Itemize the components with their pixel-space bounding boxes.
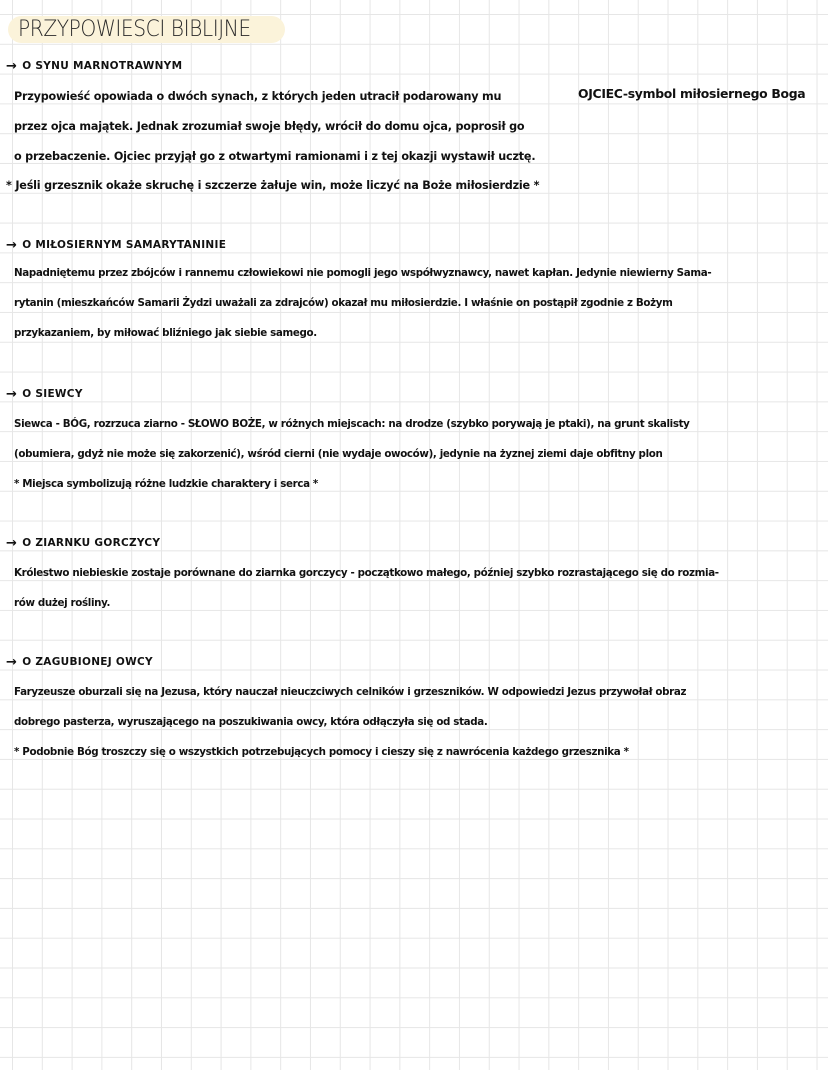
section-heading-text: O SYNU MARNOTRAWNYM (22, 60, 183, 72)
text-line: o przebaczenie. Ojciec przyjął go z otwartymi ramionami i z tej okazji wystawił ucztę. (14, 149, 536, 163)
section-heading-text: O MIŁOSIERNYM SAMARYTANINIE (22, 239, 227, 251)
section-heading (6, 653, 820, 671)
text-line: Królestwo niebieskie zostaje porównane do ziarnka gorczycy - początkowo małego, później szybko rozrastającego się do rozmia- (14, 567, 719, 579)
section-mustard-seed (6, 534, 820, 619)
section-body (14, 410, 820, 499)
section-heading-text: O SIEWCY (22, 388, 83, 400)
text-line: * Miejsca symbolizują różne ludzkie charaktery i serca * (14, 477, 318, 490)
side-note: OJCIEC-symbol miłosiernego Boga (578, 86, 806, 101)
section-body (14, 259, 820, 348)
arrow-icon: → (6, 237, 18, 253)
arrow-icon: → (6, 58, 18, 74)
arrow-icon: → (6, 535, 18, 551)
text-line: dobrego pasterza, wyruszającego na poszukiwania owcy, która odłączyła się od stada. (14, 715, 488, 728)
text-line: Siewca - BÓG, rozrzuca ziarno - SŁOWO BOŻE, w różnych miejscach: na drodze (szybko porywają je ptaki), na grunt skalisty (14, 418, 690, 430)
text-line: Przypowieść opowiada o dwóch synach, z których jeden utracił podarowany mu (14, 90, 502, 103)
section-good-samaritan (6, 236, 820, 348)
text-line: Napadniętemu przez zbójców i rannemu człowiekowi nie pomogli jego współwyznawcy, nawet kapłan. Jedynie niewierny Sama- (14, 267, 712, 279)
text-line: Faryzeusze oburzali się na Jezusa, który nauczał nieuczciwych celników i grzeszników. W odpowiedzi Jezus przywołał obraz (14, 686, 687, 698)
text-line: * Jeśli grzesznik okaże skruchę i szczerze żałuje win, może liczyć na Boże miłosierdzie * (6, 179, 540, 193)
arrow-icon: → (6, 386, 18, 402)
text-line: rytanin (mieszkańców Samarii Żydzi uważali za zdrajców) okazał mu miłosierdzie. I właśnie on postąpił zgodnie z Bożym (14, 296, 673, 309)
section-lost-sheep (6, 653, 820, 767)
arrow-icon: → (6, 654, 18, 670)
section-heading (6, 57, 820, 75)
section-prodigal-son (6, 57, 820, 201)
section-body (14, 678, 820, 767)
section-body (14, 559, 820, 619)
section-heading (6, 385, 820, 403)
title-highlight (8, 16, 285, 43)
page-title: PRZYPOWIESCI BIBLIJNE (18, 17, 251, 42)
section-sower (6, 385, 820, 499)
section-heading (6, 236, 820, 254)
text-line: rów dużej rośliny. (14, 596, 111, 609)
section-heading (6, 534, 820, 552)
section-heading-text: O ZAGUBIONEJ OWCY (22, 656, 153, 668)
text-line: (obumiera, gdyż nie może się zakorzenić), wśród cierni (nie wydaje owoców), jedynie na żyznej ziemi daje obfitny plon (14, 447, 663, 460)
section-heading-text: O ZIARNKU GORCZYCY (22, 537, 161, 549)
text-line: przez ojca majątek. Jednak zrozumiał swoje błędy, wrócił do domu ojca, poprosił go (14, 119, 525, 133)
text-line: przykazaniem, by miłować bliźniego jak siebie samego. (14, 326, 317, 339)
text-line: * Podobnie Bóg troszczy się o wszystkich potrzebujących pomocy i cieszy się z nawrócenia każdego grzesznika * (14, 745, 629, 758)
